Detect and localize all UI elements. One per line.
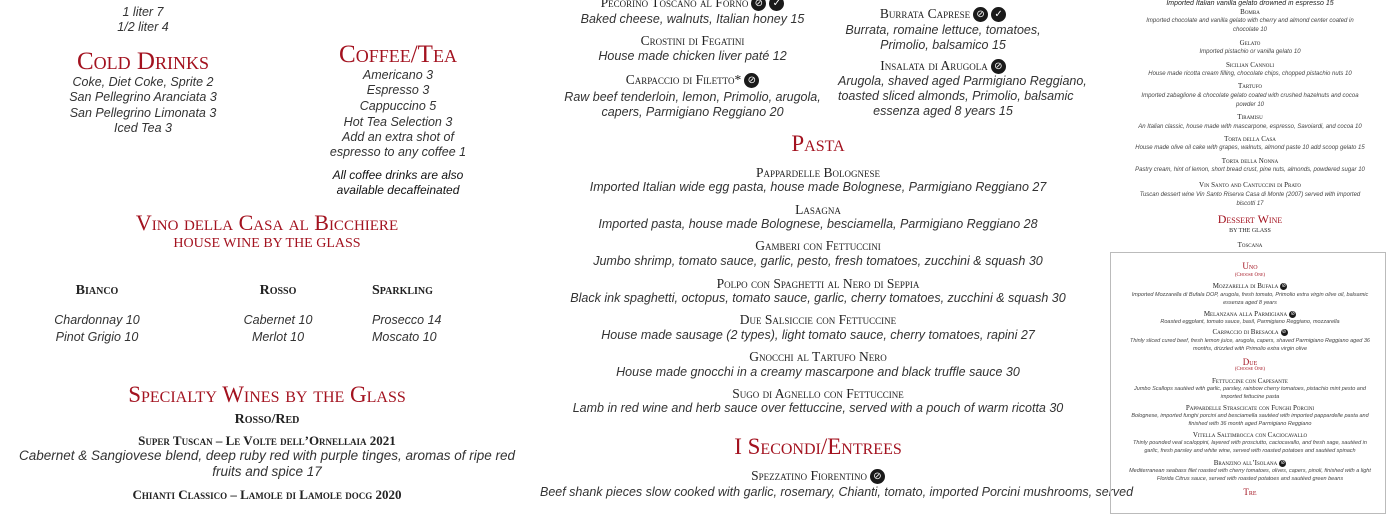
menu-item-description: House made sausage (2 types), light tomato sauce, cherry tomatoes, rapini 27 — [601, 328, 1035, 342]
course-item-description: Thinly pounded veal scaloppini, layered with prosciutto, caciocavallo, and fresh sage, sautéed in — [1133, 440, 1367, 446]
wine-description: Cabernet & Sangiovese blend, deep ruby red with purple tinges, aromas of ripe red — [18, 448, 516, 463]
dessert-description: Imported zabaglione & chocolate gelato coated with crushed hazelnuts and cocoa — [1141, 93, 1359, 99]
menu-item: San Pellegrino Aranciata 3 — [69, 90, 217, 104]
dessert-name: Torta della Casa — [1224, 135, 1276, 143]
course-item-description: essenza aged 8 years — [1223, 300, 1277, 306]
menu-item-name: Gamberi con Fettuccini — [755, 238, 881, 253]
menu-item-description: Lamb in red wine and herb sauce over fettuccine, served with a pouch of warm ricotta 30 — [572, 401, 1064, 415]
gluten-free-icon: ⊘ — [744, 73, 759, 88]
dessert-name: Gelato — [1239, 39, 1261, 47]
course-tre-heading: Tre — [1243, 487, 1257, 497]
menu-item: San Pellegrino Limonata 3 — [69, 106, 217, 120]
dessert-name: Tartufo — [1238, 82, 1262, 90]
menu-item-name: Due Salsiccie con Fettuccine — [739, 312, 897, 327]
dessert-wine-subheading: BY THE GLASS — [1229, 228, 1271, 234]
menu-item-description: Baked cheese, walnuts, Italian honey 15 — [580, 12, 805, 26]
vegetarian-icon: ✓ — [991, 7, 1006, 22]
menu-item-name: Pecorino Toscano al Forno ⊘ ✓ — [540, 0, 845, 11]
dessert-description: powder 10 — [1235, 102, 1265, 108]
dessert-description: chocolate 10 — [1232, 27, 1268, 33]
menu-item-description: essenza aged 8 years 15 — [873, 104, 1013, 118]
gluten-free-icon: ⊘ — [1281, 328, 1287, 335]
menu-item-description: Arugola, shaved aged Parmigiano Reggiano, — [838, 74, 1087, 88]
dessert-description: biscotti 17 — [1236, 201, 1264, 207]
decaf-note: All coffee drinks are also — [332, 168, 464, 182]
dessert-description: Pastry cream, hint of lemon, short bread crust, pine nuts, almonds, powdered sugar 10 — [1135, 167, 1365, 173]
menu-item: Hot Tea Selection 3 — [343, 115, 453, 129]
menu-item-name: Crostini di Fegatini — [640, 33, 745, 48]
dessert-description: House made ricotta cream filling, chocolate chips, chopped pistachio nuts 10 — [1148, 71, 1352, 77]
dessert-description: Imported pistachio or vanilla gelato 10 — [1199, 49, 1301, 55]
course-item-description: Mediterranean seabass filet roasted with cherry tomatoes, olives, capers, pinoli, finished with a light — [1129, 468, 1371, 474]
dessert-wine-heading: Dessert Wine — [1217, 212, 1283, 226]
course-item-description: Florida Citrus sauce, served with roasted potatoes and sautéed green beans — [1156, 476, 1344, 482]
dessert-name: Sicilian Cannoli — [1225, 61, 1275, 69]
course-item-name: Fettuccine con Capesante — [1212, 377, 1288, 385]
menu-item-description: Beef shank pieces slow cooked with garlic, rosemary, Chianti, tomato, imported Porcini mushrooms, served — [540, 485, 1134, 499]
menu-item: Merlot 10 — [251, 330, 305, 344]
menu-item-description: Raw beef tenderloin, lemon, Primolio, arugola, — [564, 90, 821, 104]
menu-item-name: Lasagna — [795, 202, 841, 217]
dessert-description: Imported Italian vanilla gelato drowned in espresso 15 — [1166, 0, 1334, 7]
dessert-name: Tiramisu — [1237, 113, 1263, 121]
wine-column-bianco: Bianco — [75, 283, 119, 298]
course-item-description: finished with 36 month aged Parmigiano Reggiano — [1188, 421, 1312, 427]
water-price: 1/2 liter 4 — [117, 20, 169, 34]
menu-item-description: House made gnocchi in a creamy mascarpone and black truffle sauce 30 — [616, 365, 1020, 379]
course-item-description: Jumbo Scallops sautéed with garlic, parsley, rainbow cherry tomatoes, pistachio mint pesto and — [1134, 386, 1366, 392]
dessert-description: House made olive oil cake with grapes, walnuts, almond paste 10 add scoop gelato 15 — [1135, 145, 1365, 151]
menu-item: Chardonnay 10 — [54, 313, 140, 327]
menu-item-name: Gnocchi al Tartufo Nero — [749, 349, 887, 364]
menu-item-description: capers, Parmigiano Reggiano 20 — [601, 105, 784, 119]
menu-item: Add an extra shot of — [342, 130, 454, 144]
course-item-name: Carpaccio di Bresaola ⊘ — [1212, 328, 1287, 336]
menu-item: Coke, Diet Coke, Sprite 2 — [72, 75, 214, 89]
choose-one-label: (Choose One) — [1234, 367, 1266, 372]
vegetarian-icon: ✓ — [769, 0, 784, 11]
wine-column-rosso: Rosso — [259, 283, 297, 298]
dessert-wine-region: Toscana — [1237, 241, 1263, 249]
course-item-name: Melanzana alla Parmigiana ⊘ — [1203, 310, 1295, 318]
menu-item-description: Primolio, balsamico 15 — [880, 38, 1006, 52]
menu-item-name: Carpaccio di Filetto* ⊘ — [540, 72, 845, 88]
menu-item-description: Black ink spaghetti, octopus, tomato sauce, garlic, cherry tomatoes, zucchini & squash 30 — [570, 291, 1066, 305]
menu-item-name: Insalata di Arugola ⊘ — [838, 58, 1048, 74]
gluten-free-icon: ⊘ — [1281, 282, 1286, 289]
specialty-wines-heading: Specialty Wines by the Glass — [128, 382, 406, 407]
gluten-free-icon: ⊘ — [991, 59, 1006, 74]
menu-item-name: Pappardelle Bolognese — [755, 165, 881, 180]
course-item-description: Imported Mozzarella di Bufala DOP, arugola, fresh tomato, Primolio extra virgin olive oil, balsamic — [1131, 292, 1369, 298]
wine-name: Super Tuscan – Le Volte dell’Ornellaia 2021 — [138, 433, 396, 448]
course-item-description: Bolognese, imported funghi porcini and besciamella sautéed with imported pappardelle pasta and — [1131, 413, 1369, 419]
pasta-heading: Pasta — [791, 131, 845, 156]
gluten-free-icon: ⊘ — [1280, 459, 1285, 466]
house-wine-subheading: HOUSE WINE BY THE GLASS — [173, 236, 361, 251]
menu-item-description: Imported pasta, house made Bolognese, besciamella, Parmigiano Reggiano 28 — [598, 217, 1038, 231]
course-uno-heading: Uno — [1242, 261, 1258, 271]
gluten-free-icon: ⊘ — [751, 0, 766, 11]
coffee-tea-heading: Coffee/Tea — [339, 41, 457, 68]
gluten-free-icon: ⊘ — [870, 469, 885, 484]
course-item-name: Vitella Saltimbocca con Caciocavallo — [1192, 431, 1308, 439]
menu-item-name: Spezzatino Fiorentino ⊘ — [540, 468, 1096, 484]
dessert-name: Torta della Nonna — [1221, 157, 1279, 165]
gluten-free-icon: ⊘ — [973, 7, 988, 22]
course-item-description: Roasted eggplant, tomato sauce, basil, Parmigiano Reggiano, mozzarella — [1160, 319, 1340, 325]
menu-item-description: toasted sliced almonds, Primolio, balsamic — [838, 89, 1074, 103]
cold-drinks-heading: Cold Drinks — [77, 48, 209, 75]
course-item-name: Pappardelle Strascicate con Funghi Porcini — [1185, 404, 1315, 412]
menu-item: Prosecco 14 — [372, 313, 442, 327]
house-wine-heading: Vino della Casa al Bicchiere — [135, 210, 399, 235]
choose-one-label: (Choose One) — [1234, 273, 1266, 278]
menu-item: Americano 3 — [362, 68, 434, 82]
course-item-description: months, drizzled with Primolio extra virgin olive — [1192, 346, 1307, 352]
dessert-description: Tuscan dessert wine Vin Santo Riserva Casa di Monte (2007) served with imported — [1139, 192, 1361, 198]
menu-item: Cappuccino 5 — [359, 99, 437, 113]
menu-item: Iced Tea 3 — [114, 121, 172, 135]
wine-column-sparkling: Sparkling — [372, 283, 433, 298]
menu-item-description: House made chicken liver paté 12 — [598, 49, 787, 63]
menu-item: Cabernet 10 — [243, 313, 313, 327]
menu-item-description: Jumbo shrimp, tomato sauce, garlic, pesto, fresh tomatoes, zucchini & squash 30 — [593, 254, 1043, 268]
menu-item-name: Burrata Caprese ⊘ ✓ — [838, 6, 1048, 22]
dessert-description: Imported chocolate and vanilla gelato with cherry and almond center coated in — [1146, 18, 1354, 24]
wine-name: Chianti Classico – Lamole di Lamole docg 2020 — [132, 487, 402, 502]
course-due-heading: Due — [1242, 357, 1258, 367]
course-item-description: imported fettucine pasta — [1220, 394, 1280, 400]
decaf-note: available decaffeinated — [336, 183, 460, 197]
menu-item: Moscato 10 — [372, 330, 437, 344]
course-item-description: Thinly sliced cured beef, fresh lemon juice, arugola, capers, shaved Parmigiano Reggiano aged 36 — [1129, 338, 1370, 344]
menu-item-name: Polpo con Spaghetti al Nero di Seppia — [716, 276, 920, 291]
gluten-free-icon: ⊘ — [1290, 310, 1295, 317]
menu-item-name: Sugo di Agnello con Fettuccine — [732, 386, 904, 401]
menu-item-description: Burrata, romaine lettuce, tomatoes, — [845, 23, 1041, 37]
water-price: 1 liter 7 — [122, 5, 164, 19]
secondi-heading: I Secondi/Entrees — [734, 434, 902, 459]
menu-item-description: Imported Italian wide egg pasta, house made Bolognese, Parmigiano Reggiano 27 — [589, 180, 1047, 194]
dessert-name: Bomba — [1240, 8, 1260, 16]
wine-description: fruits and spice 17 — [212, 464, 322, 479]
menu-item: Pinot Grigio 10 — [55, 330, 139, 344]
course-item-name: Mozzarella di Bufala ⊘ — [1212, 282, 1286, 290]
menu-item: Espresso 3 — [366, 83, 430, 97]
menu-item: espresso to any coffee 1 — [329, 145, 467, 159]
specialty-subheading: Rosso/Red — [234, 412, 300, 427]
dessert-name: Vin Santo and Cantuccini di Prato — [1199, 181, 1301, 189]
dessert-description: An Italian classic, house made with mascarpone, espresso, Savoiardi, and cocoa 10 — [1138, 124, 1362, 130]
course-item-name: Branzino all’Isolana ⊘ — [1213, 459, 1285, 467]
course-item-description: garlic, fresh parsley and white wine, served with roasted potatoes and sautéed spinach — [1144, 448, 1356, 454]
